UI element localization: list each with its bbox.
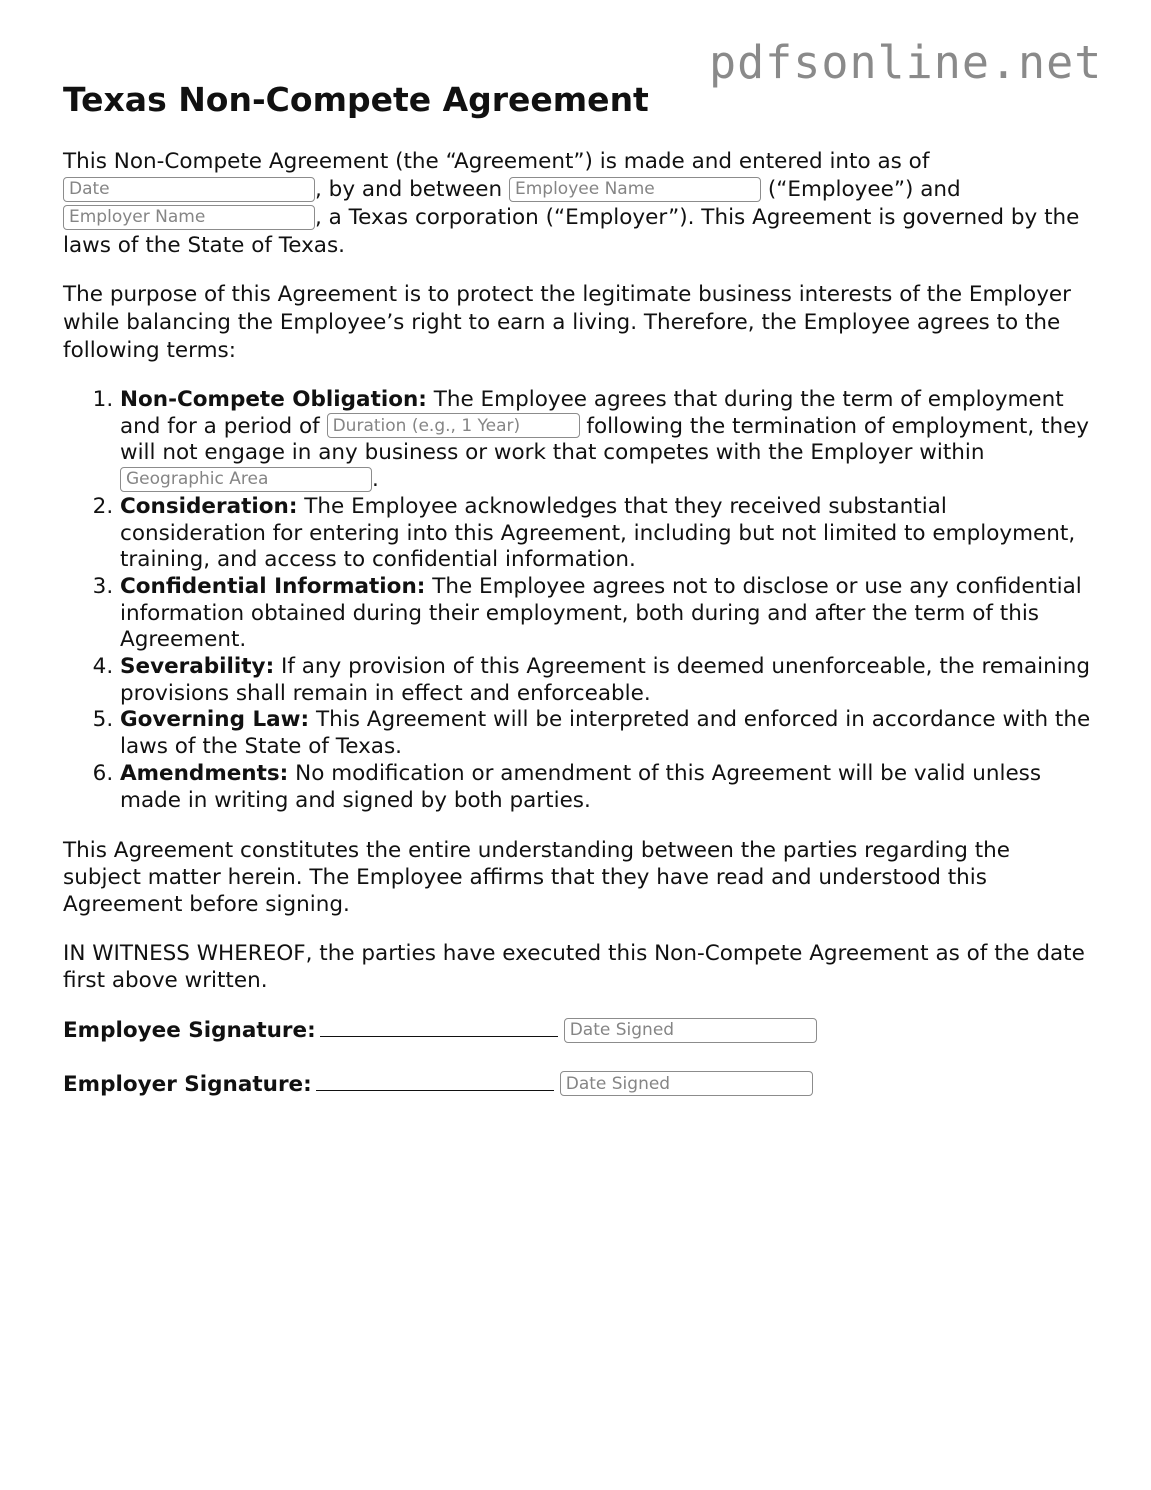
term-text: The Employee acknowledges that they received substantial consideration for entering into this Agreement, including but not limited to employment, training, and access to confidential information.: [120, 493, 1076, 573]
term-heading: Consideration:: [120, 493, 298, 519]
employee-signature-line[interactable]: [320, 1016, 558, 1037]
terms-list: [63, 387, 1093, 814]
document-body: [63, 78, 1093, 1097]
employer-name-field[interactable]: [63, 205, 315, 230]
employer-signature-row: [63, 1070, 1093, 1098]
duration-field[interactable]: [327, 413, 580, 438]
term-text: No modification or amendment of this Agreement will be valid unless made in writing and signed by both parties.: [120, 760, 1042, 813]
intro-text-2: , by and between: [315, 177, 503, 202]
intro-text-1: This Non-Compete Agreement (the “Agreement”) is made and entered into as of: [63, 149, 930, 174]
intro-text-3: (“Employee”) and: [767, 177, 961, 202]
term-item-consideration: [120, 494, 1093, 574]
term-text: This Agreement will be interpreted and enforced in accordance with the laws of the State of Texas.: [120, 707, 1091, 760]
term-text: If any provision of this Agreement is deemed unenforceable, the remaining provisions shall remain in effect and enforceable.: [120, 654, 1091, 706]
term-item-severability: [120, 654, 1093, 707]
intro-text-4: , a Texas corporation (“Employer”). This Agreement is governed by the laws of the State of Texas.: [63, 205, 1080, 258]
employee-name-field[interactable]: [509, 177, 761, 202]
term-text: .: [372, 467, 379, 493]
employee-signature-label: Employee Signature:: [63, 1018, 316, 1044]
term-heading: Governing Law:: [120, 707, 310, 733]
term-heading: Severability:: [120, 654, 275, 680]
term-item-governing-law: [120, 707, 1093, 760]
term-text: The Employee agrees that during the term of employment and for a period of: [120, 387, 1064, 439]
term-heading: Confidential Information:: [120, 573, 426, 599]
term-item-confidential-information: [120, 574, 1093, 654]
term-heading: Amendments:: [120, 760, 289, 786]
employer-date-signed-field[interactable]: [560, 1071, 813, 1096]
witness-paragraph: IN WITNESS WHEREOF, the parties have executed this Non-Compete Agreement as of the date first above written.: [63, 941, 1085, 994]
watermark: pdfsonline.net: [709, 36, 1103, 89]
geographic-area-field[interactable]: [120, 467, 372, 492]
employee-signature-row: [63, 1016, 1093, 1044]
intro-paragraph: [63, 148, 1093, 260]
term-item-non-compete: [120, 387, 1093, 494]
purpose-paragraph: The purpose of this Agreement is to protect the legitimate business interests of the Employer while balancing the Employee’s right to earn a living. Therefore, the Employee agrees to the following terms:: [63, 282, 1071, 363]
document-title: Texas Non-Compete Agreement: [63, 80, 649, 119]
closing-paragraph: This Agreement constitutes the entire understanding between the parties regarding the subject matter herein. The Employee affirms that they have read and understood this Agreement before signing.: [63, 838, 1011, 918]
date-field[interactable]: [63, 177, 315, 202]
term-text: The Employee agrees not to disclose or use any confidential information obtained during their employment, both during and after the term of this Agreement.: [120, 573, 1082, 653]
employee-date-signed-field[interactable]: [564, 1018, 817, 1043]
term-text: following the termination of employment, they will not engage in any business or work that competes with the Employer within: [120, 413, 1090, 466]
employer-signature-label: Employer Signature:: [63, 1071, 312, 1097]
employer-signature-line[interactable]: [316, 1070, 554, 1091]
term-heading: Non-Compete Obligation:: [120, 387, 427, 412]
term-item-amendments: [120, 761, 1093, 814]
